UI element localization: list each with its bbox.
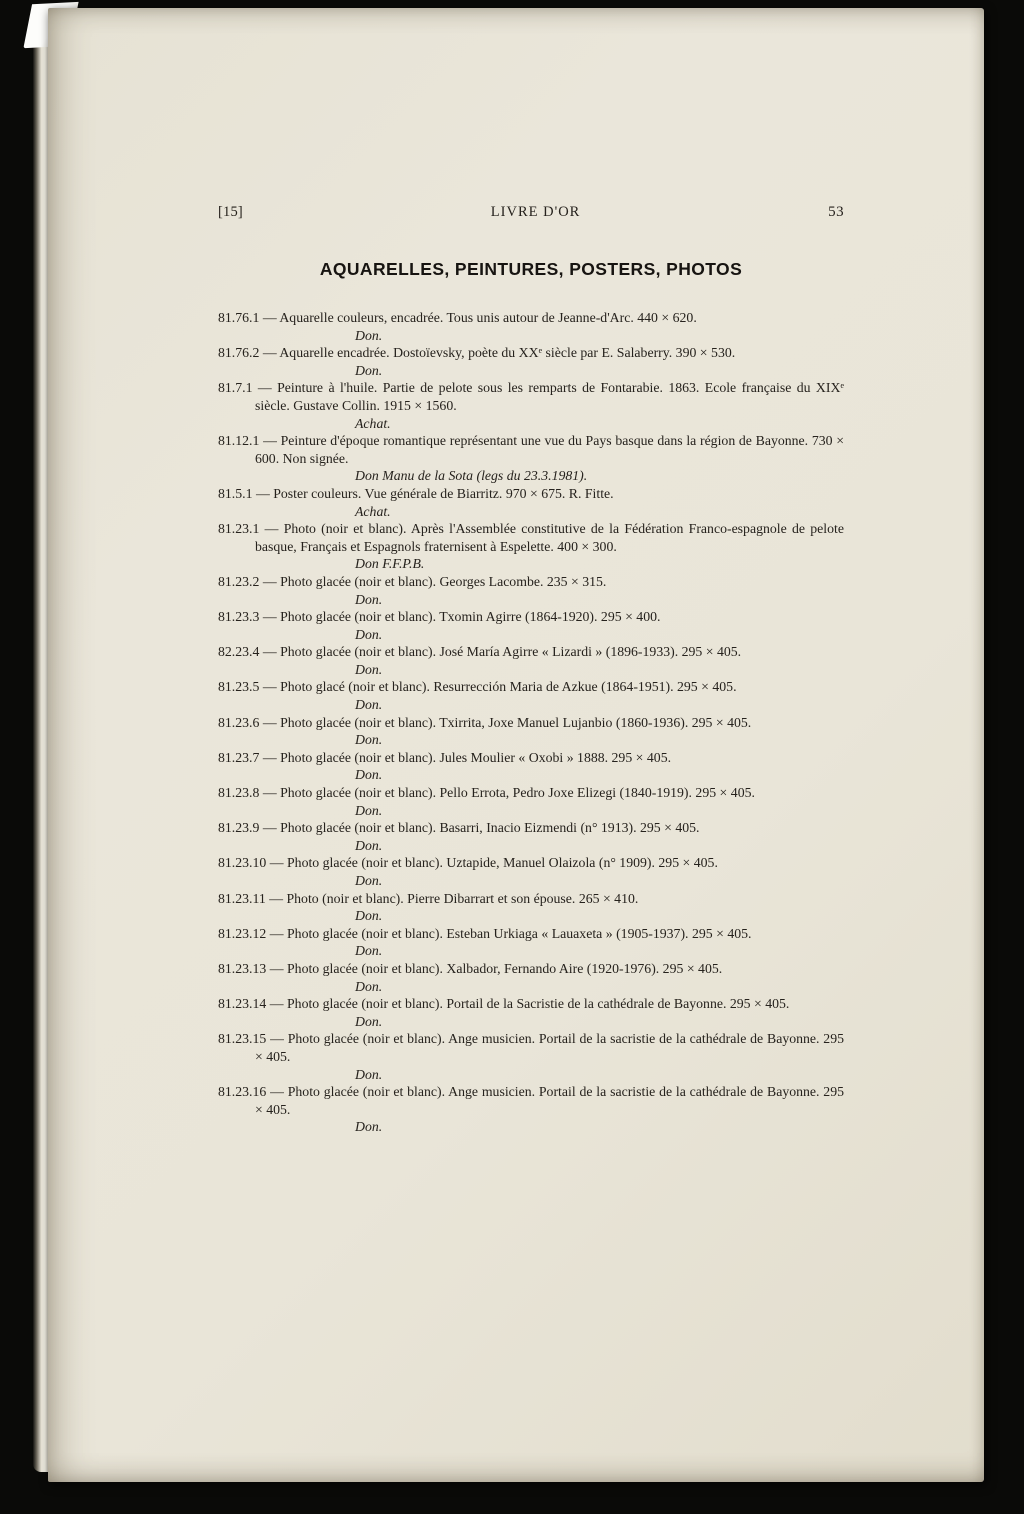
running-title: LIVRE D'OR xyxy=(490,204,581,220)
entry-description: Photo glacée (noir et blanc). Portail de la Sacristie de la cathédrale de Bayonne. 295 × 405. xyxy=(287,996,790,1012)
entry-provenance: Don. xyxy=(355,697,383,713)
entry-provenance: Don. xyxy=(355,802,383,818)
entry-provenance: Don. xyxy=(355,591,383,607)
entry-body xyxy=(218,520,844,555)
entry-body xyxy=(218,678,844,696)
entry-body xyxy=(218,432,844,467)
entry-id: 81.23.6 xyxy=(218,714,260,730)
catalog-entry xyxy=(218,995,844,1030)
catalog-entry xyxy=(218,344,844,379)
entry-description: Photo glacée (noir et blanc). Georges Lacombe. 235 × 315. xyxy=(280,573,607,589)
entry-description: Peinture d'époque romantique représentant une vue du Pays basque dans la région de Bayonne. 730 × 600. Non signée. xyxy=(255,433,844,466)
entry-provenance: Don. xyxy=(355,908,383,924)
page-header xyxy=(218,204,844,221)
entry-description: Photo (noir et blanc). Après l'Assemblée constitutive de la Fédération Franco-espagnole de pelote basque, Français et Espagnols fraternisent à Espelette. 400 × 300. xyxy=(255,521,844,554)
entry-separator: — xyxy=(266,1084,288,1100)
catalog-entry xyxy=(218,925,844,960)
entry-id: 81.23.1 xyxy=(218,521,260,537)
entry-provenance: Achat. xyxy=(355,415,391,431)
entry-separator: — xyxy=(259,310,280,325)
entry-body xyxy=(218,819,844,837)
entry-separator: — xyxy=(266,925,287,941)
entry-id: 81.23.15 xyxy=(218,1031,267,1047)
catalog-entry xyxy=(218,890,844,925)
catalog-entry xyxy=(218,643,844,678)
entry-provenance: Don F.F.P.B. xyxy=(355,556,425,572)
entry-id: 81.23.8 xyxy=(218,785,260,801)
entry-separator: — xyxy=(259,609,281,625)
entry-id: 81.23.7 xyxy=(218,749,260,765)
entry-id: 81.76.2 xyxy=(218,345,260,361)
entry-provenance: Don. xyxy=(355,626,383,642)
entry-separator: — xyxy=(259,573,281,589)
entry-id: 81.23.14 xyxy=(218,996,267,1012)
entry-description: Aquarelle couleurs, encadrée. Tous unis autour de Jeanne-d'Arc. 440 × 620. xyxy=(279,310,697,325)
entry-provenance: Don. xyxy=(355,661,383,677)
catalog-entry-list xyxy=(218,309,844,1136)
entry-provenance: Don. xyxy=(355,732,383,748)
folio-bracket-number: [15] xyxy=(218,204,243,220)
entry-separator: — xyxy=(259,433,281,449)
entry-provenance: Don. xyxy=(355,362,383,378)
entry-description: Photo glacée (noir et blanc). José María Agirre « Lizardi » (1896-1933). 295 × 405. xyxy=(280,644,742,660)
entry-body xyxy=(218,960,844,978)
entry-id: 81.23.3 xyxy=(218,609,260,625)
entry-id: 81.7.1 xyxy=(218,380,253,396)
entry-description: Photo glacée (noir et blanc). Pello Errota, Pedro Joxe Elizegi (1840-1919). 295 × 405. xyxy=(280,785,755,801)
catalog-entry xyxy=(218,714,844,749)
entry-provenance: Don. xyxy=(355,1013,383,1029)
entry-id: 81.23.12 xyxy=(218,925,267,941)
book-page xyxy=(48,8,984,1482)
catalog-entry xyxy=(218,1030,844,1083)
entry-provenance: Don. xyxy=(355,943,383,959)
entry-separator: — xyxy=(259,521,284,537)
entry-separator: — xyxy=(259,714,281,730)
catalog-entry xyxy=(218,573,844,608)
entry-description: Photo glacée (noir et blanc). Uztapide, Manuel Olaizola (n° 1909). 295 × 405. xyxy=(287,855,718,871)
entry-separator: — xyxy=(259,679,281,695)
entry-separator: — xyxy=(265,890,287,906)
entry-separator: — xyxy=(259,785,281,801)
page-content xyxy=(218,8,844,1136)
entry-provenance: Don. xyxy=(355,978,383,994)
entry-body xyxy=(218,485,844,503)
entry-separator: — xyxy=(259,749,281,765)
entry-description: Photo glacée (noir et blanc). Jules Moulier « Oxobi » 1888. 295 × 405. xyxy=(280,749,672,765)
entry-provenance: Don. xyxy=(355,767,383,783)
entry-body xyxy=(218,608,844,626)
entry-id: 81.23.10 xyxy=(218,855,267,871)
entry-description: Photo glacée (noir et blanc). Txirrita, Joxe Manuel Lujanbio (1860-1936). 295 × 405. xyxy=(280,714,752,730)
entry-provenance: Don. xyxy=(355,327,383,343)
entry-body xyxy=(218,925,844,943)
entry-body xyxy=(218,309,844,327)
entry-id: 81.76.1 xyxy=(218,310,260,325)
entry-separator: — xyxy=(252,485,274,501)
entry-description: Aquarelle encadrée. Dostoïevsky, poète du XXᵉ siècle par E. Salaberry. 390 × 530. xyxy=(279,345,736,361)
catalog-entry xyxy=(218,749,844,784)
entry-description: Photo glacée (noir et blanc). Ange musicien. Portail de la sacristie de la cathédrale de Bayonne. 295 × 405. xyxy=(255,1031,844,1064)
entry-separator: — xyxy=(259,820,281,836)
catalog-entry xyxy=(218,379,844,432)
entry-id: 81.23.11 xyxy=(218,890,266,906)
catalog-entry xyxy=(218,854,844,889)
entry-id: 81.23.13 xyxy=(218,960,267,976)
page-number: 53 xyxy=(828,204,844,220)
catalog-entry xyxy=(218,784,844,819)
entry-description: Photo glacée (noir et blanc). Ange musicien. Portail de la sacristie de la cathédrale de Bayonne. 295 × 405. xyxy=(255,1084,844,1117)
catalog-entry xyxy=(218,520,844,573)
entry-provenance: Don Manu de la Sota (legs du 23.3.1981). xyxy=(355,468,588,484)
entry-id: 82.23.4 xyxy=(218,644,260,660)
entry-body xyxy=(218,890,844,908)
entry-body xyxy=(218,643,844,661)
entry-body xyxy=(218,1083,844,1118)
entry-description: Photo glacé (noir et blanc). Resurrección Maria de Azkue (1864-1951). 295 × 405. xyxy=(280,679,737,695)
entry-body xyxy=(218,344,844,362)
catalog-entry xyxy=(218,432,844,485)
entry-description: Photo glacée (noir et blanc). Basarri, Inacio Eizmendi (n° 1913). 295 × 405. xyxy=(280,820,700,836)
entry-id: 81.23.9 xyxy=(218,820,260,836)
entry-id: 81.23.2 xyxy=(218,573,260,589)
catalog-entry xyxy=(218,309,844,344)
entry-separator: — xyxy=(266,1031,288,1047)
entry-separator: — xyxy=(266,960,287,976)
entry-body xyxy=(218,854,844,872)
entry-body xyxy=(218,714,844,732)
entry-separator: — xyxy=(266,996,287,1012)
entry-provenance: Achat. xyxy=(355,503,391,519)
catalog-entry xyxy=(218,608,844,643)
entry-separator: — xyxy=(266,855,287,871)
entry-provenance: Don. xyxy=(355,873,383,888)
entry-body xyxy=(218,784,844,802)
entry-separator: — xyxy=(259,644,281,660)
entry-description: Poster couleurs. Vue générale de Biarritz. 970 × 675. R. Fitte. xyxy=(273,485,614,501)
catalog-entry xyxy=(218,960,844,995)
entry-separator: — xyxy=(252,380,278,396)
entry-body xyxy=(218,995,844,1013)
catalog-entry xyxy=(218,485,844,520)
catalog-entry xyxy=(218,678,844,713)
entry-description: Peinture à l'huile. Partie de pelote sous les remparts de Fontarabie. 1863. Ecole française du XIXᵉ siècle. Gustave Collin. 1915 × 1560. xyxy=(255,380,844,413)
entry-provenance: Don. xyxy=(355,1066,383,1082)
entry-id: 81.23.5 xyxy=(218,679,260,695)
entry-body xyxy=(218,379,844,414)
entry-description: Photo glacée (noir et blanc). Txomin Agirre (1864-1920). 295 × 400. xyxy=(280,609,661,625)
entry-provenance: Don. xyxy=(355,837,383,853)
entry-id: 81.5.1 xyxy=(218,485,253,501)
entry-body xyxy=(218,1030,844,1065)
entry-description: Photo glacée (noir et blanc). Esteban Urkiaga « Lauaxeta » (1905-1937). 295 × 405. xyxy=(287,925,752,941)
entry-description: Photo (noir et blanc). Pierre Dibarrart et son épouse. 265 × 410. xyxy=(286,890,639,906)
entry-description: Photo glacée (noir et blanc). Xalbador, Fernando Aire (1920-1976). 295 × 405. xyxy=(287,960,723,976)
section-title: AQUARELLES, PEINTURES, POSTERS, PHOTOS xyxy=(319,259,743,279)
entry-separator: — xyxy=(259,345,280,361)
entry-body xyxy=(218,749,844,767)
entry-body xyxy=(218,573,844,591)
entry-provenance: Don. xyxy=(355,1119,383,1135)
catalog-entry xyxy=(218,819,844,854)
entry-id: 81.12.1 xyxy=(218,433,260,449)
catalog-entry xyxy=(218,1083,844,1136)
entry-id: 81.23.16 xyxy=(218,1084,267,1100)
